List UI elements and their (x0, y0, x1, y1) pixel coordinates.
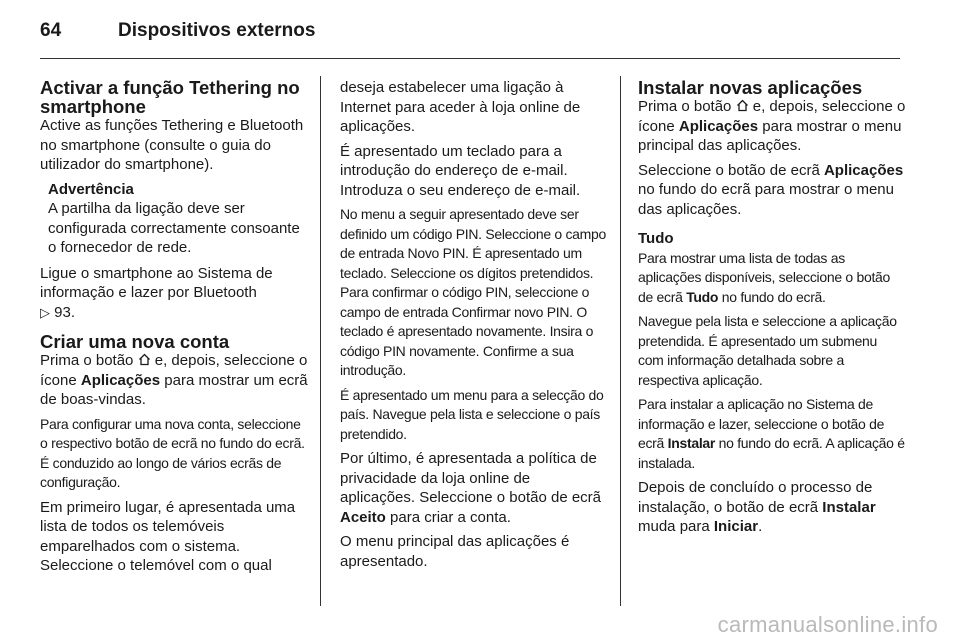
paragraph: O menu principal das aplicações é apresentado. (340, 533, 570, 570)
paragraph: Em primeiro lugar, é apresentada uma lista de todos os telemóveis emparelhados com o sistema. Seleccione o telemóvel com o qual (40, 498, 296, 574)
section-title-new-account: Criar uma nova conta (40, 331, 230, 352)
page-header (40, 18, 900, 59)
column-1 (40, 78, 308, 581)
page-title: Dispositivos externos (118, 20, 316, 41)
paragraph: É apresentado um menu para a selecção do país. Navegue pela lista e seleccione o país pretendido. (340, 386, 604, 442)
home-icon (736, 98, 749, 111)
paragraph: Navegue pela lista e seleccione a aplicação pretendida. É apresentado um submenu com informação detalhada sobre a respectiva aplicação. (638, 313, 897, 388)
paragraph: Para instalar a aplicação no Sistema de informação e lazer, seleccione o botão de ecrã Instalar no fundo do ecrã. A aplicação é instalada. (638, 396, 905, 471)
paragraph: Para configurar uma nova conta, seleccione o respectivo botão de ecrã no fundo do ecrã. É conduzido ao longo de vários ecrãs de configuração. (40, 415, 305, 490)
column-divider (320, 76, 321, 606)
paragraph: Prima o botão e, depois, seleccione o ícone Aplicações para mostrar um ecrã de boas-vindas. (40, 352, 308, 408)
column-2 (340, 78, 608, 576)
paragraph: No menu a seguir apresentado deve ser definido um código PIN. Seleccione o campo de entrada Novo PIN. É apresentado um teclado. Seleccione os dígitos pretendidos. Para confirmar o código PIN, seleccione o campo de entrada Confirmar novo PIN. O teclado é apresentado novamente. Insira o código PIN novamente. Confirme a sua introdução. (340, 206, 607, 378)
paragraph: Seleccione o botão de ecrã Aplicações no fundo do ecrã para mostrar o menu das aplicações. (638, 161, 904, 218)
paragraph: Para mostrar uma lista de todas as aplicações disponíveis, seleccione o botão de ecrã Tudo no fundo do ecrã. (638, 249, 891, 305)
page-number: 64 (40, 20, 62, 41)
paragraph: Depois de concluído o processo de instalação, o botão de ecrã Instalar muda para Iniciar. (638, 479, 876, 535)
section-title-tethering: Activar a função Tethering no smartphone (40, 77, 300, 117)
warning-text: A partilha da ligação deve ser configurada correctamente consoante o fornecedor de rede. (48, 200, 300, 256)
paragraph: Ligue o smartphone ao Sistema de informação e lazer por Bluetooth ▷ 93. (40, 264, 273, 321)
section-title-install-apps: Instalar novas aplicações (638, 77, 863, 98)
watermark: carmanualsonline.info (717, 612, 938, 637)
paragraph: Por último, é apresentada a política de privacidade da loja online de aplicações. Seleccione o botão de ecrã Aceito para criar a conta. (340, 450, 602, 526)
paragraph: Prima o botão e, depois, seleccione o ícone Aplicações para mostrar o menu principal das aplicações. (638, 98, 906, 154)
column-3 (638, 78, 906, 542)
paragraph: É apresentado um teclado para a introdução do endereço de e-mail. Introduza o seu endereço de e-mail. (340, 142, 581, 199)
warning-title: Advertência (48, 180, 134, 198)
page-reference[interactable]: 93. (54, 303, 76, 321)
home-icon (138, 352, 151, 365)
reference-arrow-icon: ▷ (40, 304, 50, 320)
paragraph: Active as funções Tethering e Bluetooth no smartphone (consulte o guia do utilizador do smartphone). (40, 117, 304, 173)
column-divider (620, 76, 621, 606)
paragraph: deseja estabelecer uma ligação à Internet para aceder à loja online de aplicações. (340, 79, 581, 135)
subsection-title-all: Tudo (638, 230, 674, 247)
warning-note (40, 180, 308, 258)
